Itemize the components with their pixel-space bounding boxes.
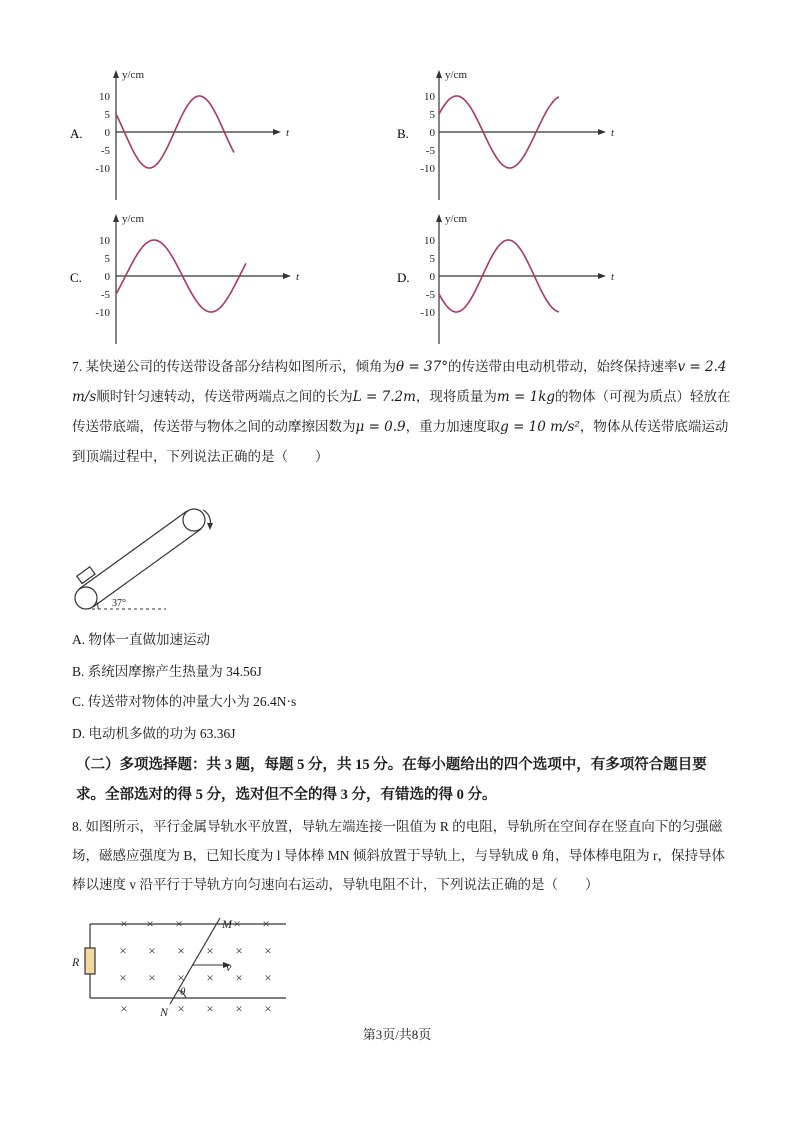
conveyor-figure xyxy=(68,500,228,615)
field-cross-icon: × xyxy=(119,943,127,958)
field-cross-icon: × xyxy=(148,943,156,958)
tick-c-0: 0 xyxy=(104,271,110,283)
field-cross-icon: × xyxy=(206,1001,214,1016)
section2-heading: （二）多项选择题：共 3 题，每题 5 分，共 15 分。在每小题给出的四个选项中，有多项符合题目要求。全部选对的得 5 分，选对但不全的得 3 分，有错选的得 0 分。 xyxy=(76,757,707,803)
resistor-r xyxy=(85,948,95,974)
ylabel-a: y/cm xyxy=(122,69,144,81)
q7-v: v = 2.4 m/s xyxy=(72,359,727,405)
option-d-label: D. xyxy=(397,270,410,285)
label-theta: θ xyxy=(180,986,186,998)
top-roller xyxy=(183,509,205,531)
tick-d-0: 0 xyxy=(429,271,435,283)
tick-d-m5: -5 xyxy=(425,289,435,301)
field-cross-icon: × xyxy=(175,916,183,931)
tick-a-m5: -5 xyxy=(100,145,110,157)
tick-a-10: 10 xyxy=(99,91,110,103)
tick-b-0: 0 xyxy=(429,127,435,139)
q7-stem: 7. 某快递公司的传送带设备部分结构如图所示，倾角为θ = 37°的传送带由电动机带动，始终保持速率v = 2.4 m/s顺时针匀速转动，传送带两端点之间的长为L = 7.2m，现将质量为m = 1kg的物体（可视为质点）轻放在传送带底端，传送带与物体之间的动摩擦因数为μ = 0.9，重力加速度取g = 10 m/s²，物体从传送带底端运动到顶端过程中，下列说法正确的是（ ） xyxy=(72,359,731,464)
xlabel-b: t xyxy=(611,127,615,139)
tick-c-5: 5 xyxy=(104,253,110,265)
wave-graph-d xyxy=(397,213,615,344)
tick-b-5: 5 xyxy=(429,109,435,121)
field-cross-icon: × xyxy=(264,943,272,958)
field-cross-icon: × xyxy=(177,1001,185,1016)
xlabel-c: t xyxy=(296,271,300,283)
rail-figure xyxy=(68,908,308,1020)
object-block xyxy=(77,567,95,584)
field-cross-icon: × xyxy=(177,943,185,958)
ylabel-b: y/cm xyxy=(445,69,467,81)
tick-a-0: 0 xyxy=(104,127,110,139)
field-cross-icon: × xyxy=(264,1001,272,1016)
tick-c-10: 10 xyxy=(99,235,110,247)
q7-L: L = 7.2m xyxy=(352,389,416,405)
label-v: v xyxy=(226,960,232,974)
field-cross-icon: × xyxy=(233,916,241,931)
xlabel-a: t xyxy=(286,127,290,139)
q7-option-d: D. 电动机多做的功为 63.36J xyxy=(72,726,236,741)
tick-b-m10: -10 xyxy=(420,163,435,175)
xlabel-d: t xyxy=(611,271,615,283)
q7-option-b: B. 系统因摩擦产生热量为 34.56J xyxy=(72,664,262,679)
q7-mu: μ = 0.9 xyxy=(355,419,406,435)
field-cross-icon: × xyxy=(235,943,243,958)
q7-option-c: C. 传送带对物体的冲量大小为 26.4N·s xyxy=(72,694,297,709)
label-r: R xyxy=(72,955,80,969)
field-cross-icon: × xyxy=(235,970,243,985)
field-cross-icon: × xyxy=(264,970,272,985)
q7-m: m = 1kg xyxy=(496,389,556,405)
field-cross-icon: × xyxy=(235,1001,243,1016)
option-c-label: C. xyxy=(70,270,82,285)
q7-g: g = 10 m/s² xyxy=(500,419,580,435)
field-cross-icon: × xyxy=(120,916,128,931)
ylabel-c: y/cm xyxy=(122,213,144,225)
wave-graphs xyxy=(0,60,794,350)
angle-label: 37° xyxy=(112,598,126,609)
tick-c-m5: -5 xyxy=(100,289,110,301)
label-m: M xyxy=(222,917,232,931)
field-cross-icon: × xyxy=(148,970,156,985)
ylabel-d: y/cm xyxy=(445,213,467,225)
wave-graph-b xyxy=(397,69,615,200)
field-cross-icon: × xyxy=(206,970,214,985)
field-cross-icon: × xyxy=(177,970,185,985)
field-cross-icon: × xyxy=(120,1001,128,1016)
wave-graph-a xyxy=(70,69,290,200)
label-n: N xyxy=(160,1005,169,1019)
tick-a-m10: -10 xyxy=(95,163,110,175)
tick-d-10: 10 xyxy=(424,235,435,247)
tick-c-m10: -10 xyxy=(95,307,110,319)
wave-graph-c xyxy=(70,213,300,344)
q7-option-a: A. 物体一直做加速运动 xyxy=(72,632,210,647)
tick-d-5: 5 xyxy=(429,253,435,265)
tick-b-m5: -5 xyxy=(425,145,435,157)
q7-theta: θ = 37° xyxy=(396,359,448,375)
field-cross-icon: × xyxy=(262,916,270,931)
tick-d-m10: -10 xyxy=(420,307,435,319)
option-a-label: A. xyxy=(70,126,83,141)
bottom-roller xyxy=(75,587,97,609)
q8-stem: 8. 如图所示，平行金属导轨水平放置，导轨左端连接一阻值为 R 的电阻，导轨所在空间存在竖直向下的匀强磁场，磁感应强度为 B，已知长度为 l 导体棒 MN 倾斜放置于导轨上，与导轨成 θ 角，导体棒电阻为 r，保持导体棒以速度 v 沿平行于导轨方向匀速向右运动，导轨电阻不计，下列说法正确的是（ ） xyxy=(72,819,725,892)
page-footer: 第3页/共8页 xyxy=(362,1027,432,1042)
field-cross-icon: × xyxy=(146,916,154,931)
option-b-label: B. xyxy=(397,126,409,141)
tick-a-5: 5 xyxy=(104,109,110,121)
tick-b-10: 10 xyxy=(424,91,435,103)
field-cross-icon: × xyxy=(206,943,214,958)
field-cross-icon: × xyxy=(119,970,127,985)
